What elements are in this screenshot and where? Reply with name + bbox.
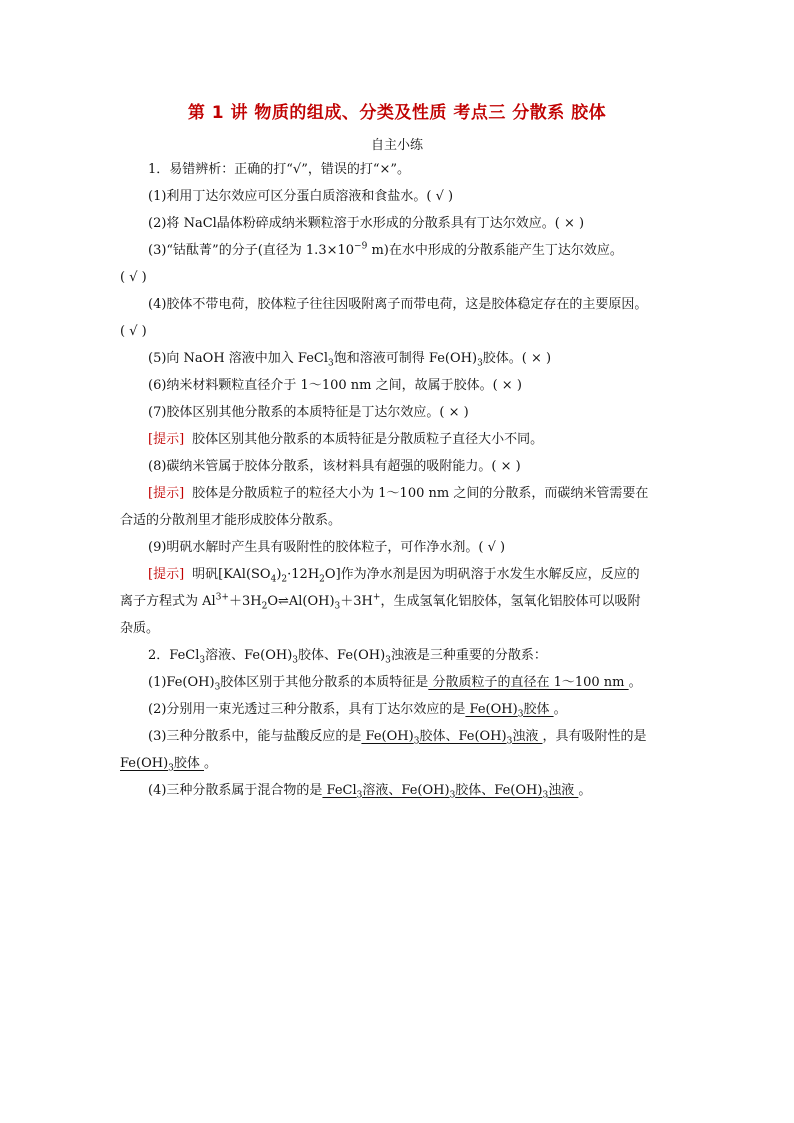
item-1-2: (2)将 NaCl晶体粉碎成纳米颗粒溶于水形成的分散系具有丁达尔效应。( × ) xyxy=(148,216,585,231)
answer-blank: $Fe(OH)_3$胶体 xyxy=(120,756,205,774)
question-2-stem: 2．FeCl$_3$溶液、$Fe(OH)_3$胶体、$Fe(OH)_3$浊液是三种重要的分散系： xyxy=(148,648,547,666)
hint-label: [提示] xyxy=(148,567,185,582)
item-1-3-answer: ( √ ) xyxy=(120,270,147,285)
item-1-7: (7)胶体区别其他分散系的本质特征是丁达尔效应。( × ) xyxy=(148,405,469,420)
hint-9: [提示] 明矾$[KAl(SO_4)_2\cdot 12H_2O]$作为净水剂是因为明矾溶于水发生水解反应，反应的 xyxy=(148,567,640,585)
item-1-9: (9)明矾水解时产生具有吸附性的胶体粒子，可作净水剂。( √ ) xyxy=(148,540,506,555)
hint-label: [提示] xyxy=(148,486,185,501)
answer-blank: FeCl$_3$溶液、$Fe(OH)_3$胶体、$Fe(OH)_3$浊液 xyxy=(322,783,579,801)
hint-7: [提示] 胶体区别其他分散系的本质特征是分散质粒子直径大小不同。 xyxy=(148,432,544,447)
hint-8-cont: 合适的分散剂里才能形成胶体分散系。 xyxy=(120,513,342,528)
page-title: 第 1 讲 物质的组成、分类及性质 考点三 分散系 胶体 xyxy=(187,103,607,123)
section-heading: 自主小练 xyxy=(370,138,423,153)
item-1-4: (4)胶体不带电荷，胶体粒子往往因吸附离子而带电荷，这是胶体稳定存在的主要原因。 xyxy=(148,297,648,312)
hint-9-cont2: 杂质。 xyxy=(120,621,160,636)
answer-blank: $Fe(OH)_3$胶体、$Fe(OH)_3$浊液 xyxy=(361,729,543,747)
item-2-3-cont: $Fe(OH)_3$胶体 。 xyxy=(120,756,218,774)
exercise-body xyxy=(120,156,682,804)
hint-9-cont: 离子方程式为 $Al^{3+}+3H_2O\rightleftharpoons Al(OH)_3+3H^+$，生成氢氧化铝胶体，氢氧化铝胶体可以吸附 xyxy=(120,592,641,612)
item-2-3: (3)三种分散系中，能与盐酸反应的是 $Fe(OH)_3$胶体、$Fe(OH)_3$浊液 ，具有吸附性的是 xyxy=(148,729,647,747)
answer-blank: 分散质粒子的直径在 1～100 nm xyxy=(428,675,629,690)
hint-8: [提示] 胶体是分散质粒子的粒径大小为 1～100 nm 之间的分散系，而碳纳米管需要在 xyxy=(148,486,649,501)
item-1-1: (1)利用丁达尔效应可区分蛋白质溶液和食盐水。( √ ) xyxy=(148,189,454,204)
item-1-8: (8)碳纳米管属于胶体分散系，该材料具有超强的吸附能力。( × ) xyxy=(148,459,521,474)
hint-label: [提示] xyxy=(148,432,185,447)
question-1-stem: 1．易错辨析：正确的打“√”，错误的打“×”。 xyxy=(148,162,411,177)
item-2-4: (4)三种分散系属于混合物的是 FeCl$_3$溶液、$Fe(OH)_3$胶体、$Fe(OH)_3$浊液 。 xyxy=(148,783,592,801)
item-1-4-answer: ( √ ) xyxy=(120,324,147,339)
answer-blank: $Fe(OH)_3$胶体 xyxy=(465,702,554,720)
item-1-5: (5)向 NaOH 溶液中加入 FeCl$_3$饱和溶液可制得 $Fe(OH)_3$胶体。( × ) xyxy=(148,351,552,369)
item-1-6: (6)纳米材料颗粒直径介于 1～100 nm 之间，故属于胶体。( × ) xyxy=(148,378,522,393)
item-1-3: (3)“钴酞菁”的分子(直径为 $1.3\times 10^{-9}$ m)在水中形成的分散系能产生丁达尔效应。 xyxy=(148,241,623,258)
item-2-2: (2)分别用一束光透过三种分散系，具有丁达尔效应的是 $Fe(OH)_3$胶体 。 xyxy=(148,702,567,720)
item-2-1: $(1)Fe(OH)_3$胶体区别于其他分散系的本质特征是 分散质粒子的直径在 1～100 nm 。 xyxy=(148,675,642,693)
